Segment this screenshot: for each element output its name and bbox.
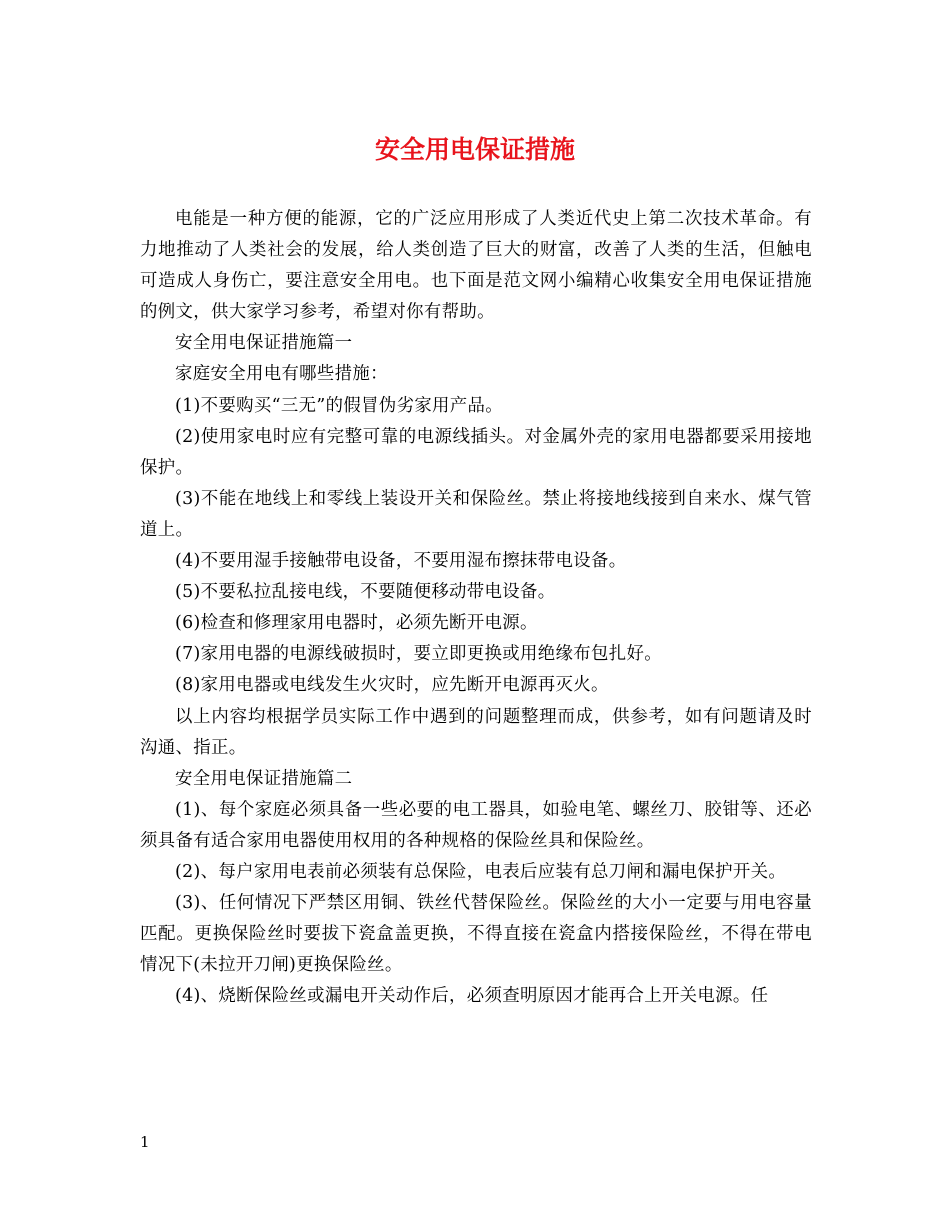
list-item: (5)不要私拉乱接电线，不要随便移动带电设备。 bbox=[175, 582, 556, 603]
list-item: (3)不能在地线上和零线上装设开关和保险丝。禁止将接地线接到自来水、煤气管道上。 bbox=[140, 488, 812, 540]
document-title: 安全用电保证措施 bbox=[374, 135, 575, 164]
page-number: 1 bbox=[140, 1133, 150, 1151]
list-item: (4)不要用湿手接触带电设备，不要用湿布擦抹带电设备。 bbox=[175, 551, 627, 572]
list-item: (1)、每个家庭必须具备一些必要的电工器具，如验电笔、螺丝刀、胶钳等、还必须具备有适合家用电器使用权用的各种规格的保险丝具和保险丝。 bbox=[140, 799, 812, 851]
section-heading-part-two: 安全用电保证措施篇二 bbox=[175, 768, 353, 789]
list-item: (2)使用家电时应有完整可靠的电源线插头。对金属外壳的家用电器都要采用接地保护。 bbox=[140, 426, 812, 478]
document-body bbox=[140, 204, 812, 1012]
list-item: (7)家用电器的电源线破损时，要立即更换或用绝缘布包扎好。 bbox=[175, 644, 662, 665]
intro-paragraph: 电能是一种方便的能源，它的广泛应用形成了人类近代史上第二次技术革命。有力地推动了人类社会的发展，给人类创造了巨大的财富，改善了人类的生活，但触电可造成人身伤亡，要注意安全用电。也下面是范文网小编精心收集安全用电保证措施的例文，供大家学习参考，希望对你有帮助。 bbox=[140, 209, 812, 323]
section-heading-part-one: 安全用电保证措施篇一 bbox=[175, 333, 353, 354]
subheading-home-measures: 家庭安全用电有哪些措施： bbox=[175, 364, 388, 385]
list-item: (4)、烧断保险丝或漏电开关动作后，必须查明原因才能再合上开关电源。任 bbox=[175, 986, 769, 1007]
list-item: (3)、任何情况下严禁区用铜、铁丝代替保险丝。保险丝的大小一定要与用电容量匹配。更换保险丝时要拔下瓷盒盖更换，不得直接在瓷盒内搭接保险丝，不得在带电情况下(未拉开刀闸)更换保险丝。 bbox=[140, 893, 812, 976]
list-item: (8)家用电器或电线发生火灾时，应先断开电源再灭火。 bbox=[175, 675, 609, 696]
list-item: (1)不要购买“三无”的假冒伪劣家用产品。 bbox=[175, 395, 504, 416]
list-item: (6)检查和修理家用电器时，必须先断开电源。 bbox=[175, 613, 538, 634]
list-item: (2)、每户家用电表前必须装有总保险，电表后应装有总刀闸和漏电保护开关。 bbox=[175, 861, 787, 882]
note-paragraph: 以上内容均根据学员实际工作中遇到的问题整理而成，供参考，如有问题请及时沟通、指正。 bbox=[140, 706, 812, 758]
